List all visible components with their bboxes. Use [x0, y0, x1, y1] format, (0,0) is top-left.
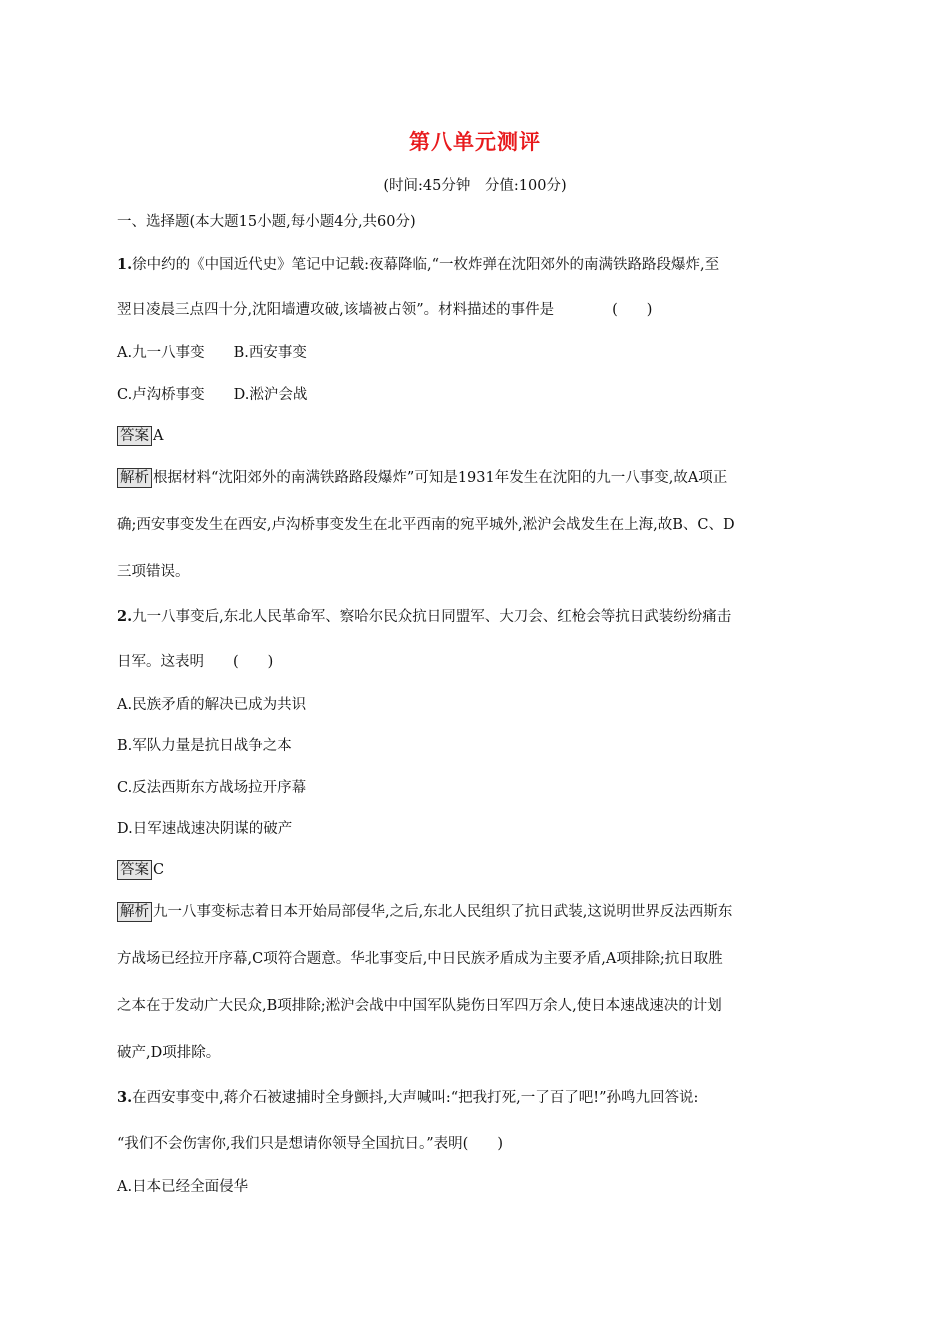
- option-row: C.反法西斯东方战场拉开序幕: [117, 780, 307, 796]
- question-number: 3.: [117, 1089, 133, 1106]
- page-subtitle: (时间:45分钟 分值:100分): [383, 178, 567, 194]
- question-text: 九一八事变后,东北人民革命军、察哈尔民众抗日同盟军、大刀会、红枪会等抗日武装纷纷痛击: [132, 609, 732, 625]
- analysis-text: 九一八事变标志着日本开始局部侵华,之后,东北人民组织了抗日武装,这说明世界反法西斯东: [153, 904, 733, 920]
- option-row: A.九一八事变 B.西安事变: [117, 345, 307, 361]
- analysis-line: 破产,D项排除。: [117, 1045, 221, 1061]
- answer-value: C: [153, 862, 165, 878]
- answer-label: 答案: [117, 426, 152, 446]
- analysis-line: [117, 468, 837, 488]
- answer-row: [117, 860, 837, 880]
- analysis-line: 确;西安事变发生在西安,卢沟桥事变发生在北平西南的宛平城外,淞沪会战发生在上海,故B、C、D: [117, 517, 735, 533]
- question-3-line-2: “我们不会伤害你,我们只是想请你领导全国抗日。”表明( ): [117, 1136, 503, 1152]
- option-row: D.日军速战速决阴谋的破产: [117, 821, 293, 837]
- analysis-text: 根据材料“沈阳郊外的南满铁路路段爆炸”可知是1931年发生在沈阳的九一八事变,故A项正: [153, 470, 728, 486]
- section-heading: 一、选择题(本大题15小题,每小题4分,共60分): [117, 214, 416, 230]
- analysis-label: 解析: [117, 468, 152, 488]
- option-row: A.日本已经全面侵华: [117, 1179, 249, 1195]
- question-1-line-2: 翌日凌晨三点四十分,沈阳墙遭攻破,该墙被占领”。材料描述的事件是 ( ): [117, 302, 653, 318]
- question-2-line-2: 日军。这表明 ( ): [117, 654, 274, 670]
- question-text: 徐中约的《中国近代史》笔记中记载:夜幕降临,“一枚炸弹在沈阳郊外的南满铁路路段爆炸,至: [132, 257, 720, 273]
- analysis-line: 之本在于发动广大民众,B项排除;淞沪会战中中国军队毙伤日军四万余人,使日本速战速决的计划: [117, 998, 722, 1014]
- page-title: 第八单元测评: [409, 130, 541, 154]
- question-1-line-1: [117, 255, 837, 275]
- question-text: 在西安事变中,蒋介石被逮捕时全身颤抖,大声喊叫:“把我打死,一了百了吧!”孙鸣九回答说:: [132, 1090, 699, 1106]
- question-number: 1.: [117, 256, 133, 273]
- question-3-line-1: [117, 1088, 837, 1108]
- answer-value: A: [153, 428, 164, 444]
- option-row: B.军队力量是抗日战争之本: [117, 738, 292, 754]
- answer-label: 答案: [117, 860, 152, 880]
- analysis-line: 三项错误。: [117, 564, 190, 580]
- question-number: 2.: [117, 608, 133, 625]
- analysis-line: 方战场已经拉开序幕,C项符合题意。华北事变后,中日民族矛盾成为主要矛盾,A项排除;抗日取胜: [117, 951, 723, 967]
- question-2-line-1: [117, 607, 837, 627]
- option-row: A.民族矛盾的解决已成为共识: [117, 697, 307, 713]
- analysis-line: [117, 902, 837, 922]
- option-row: C.卢沟桥事变 D.淞沪会战: [117, 387, 308, 403]
- analysis-label: 解析: [117, 902, 152, 922]
- answer-row: [117, 426, 837, 446]
